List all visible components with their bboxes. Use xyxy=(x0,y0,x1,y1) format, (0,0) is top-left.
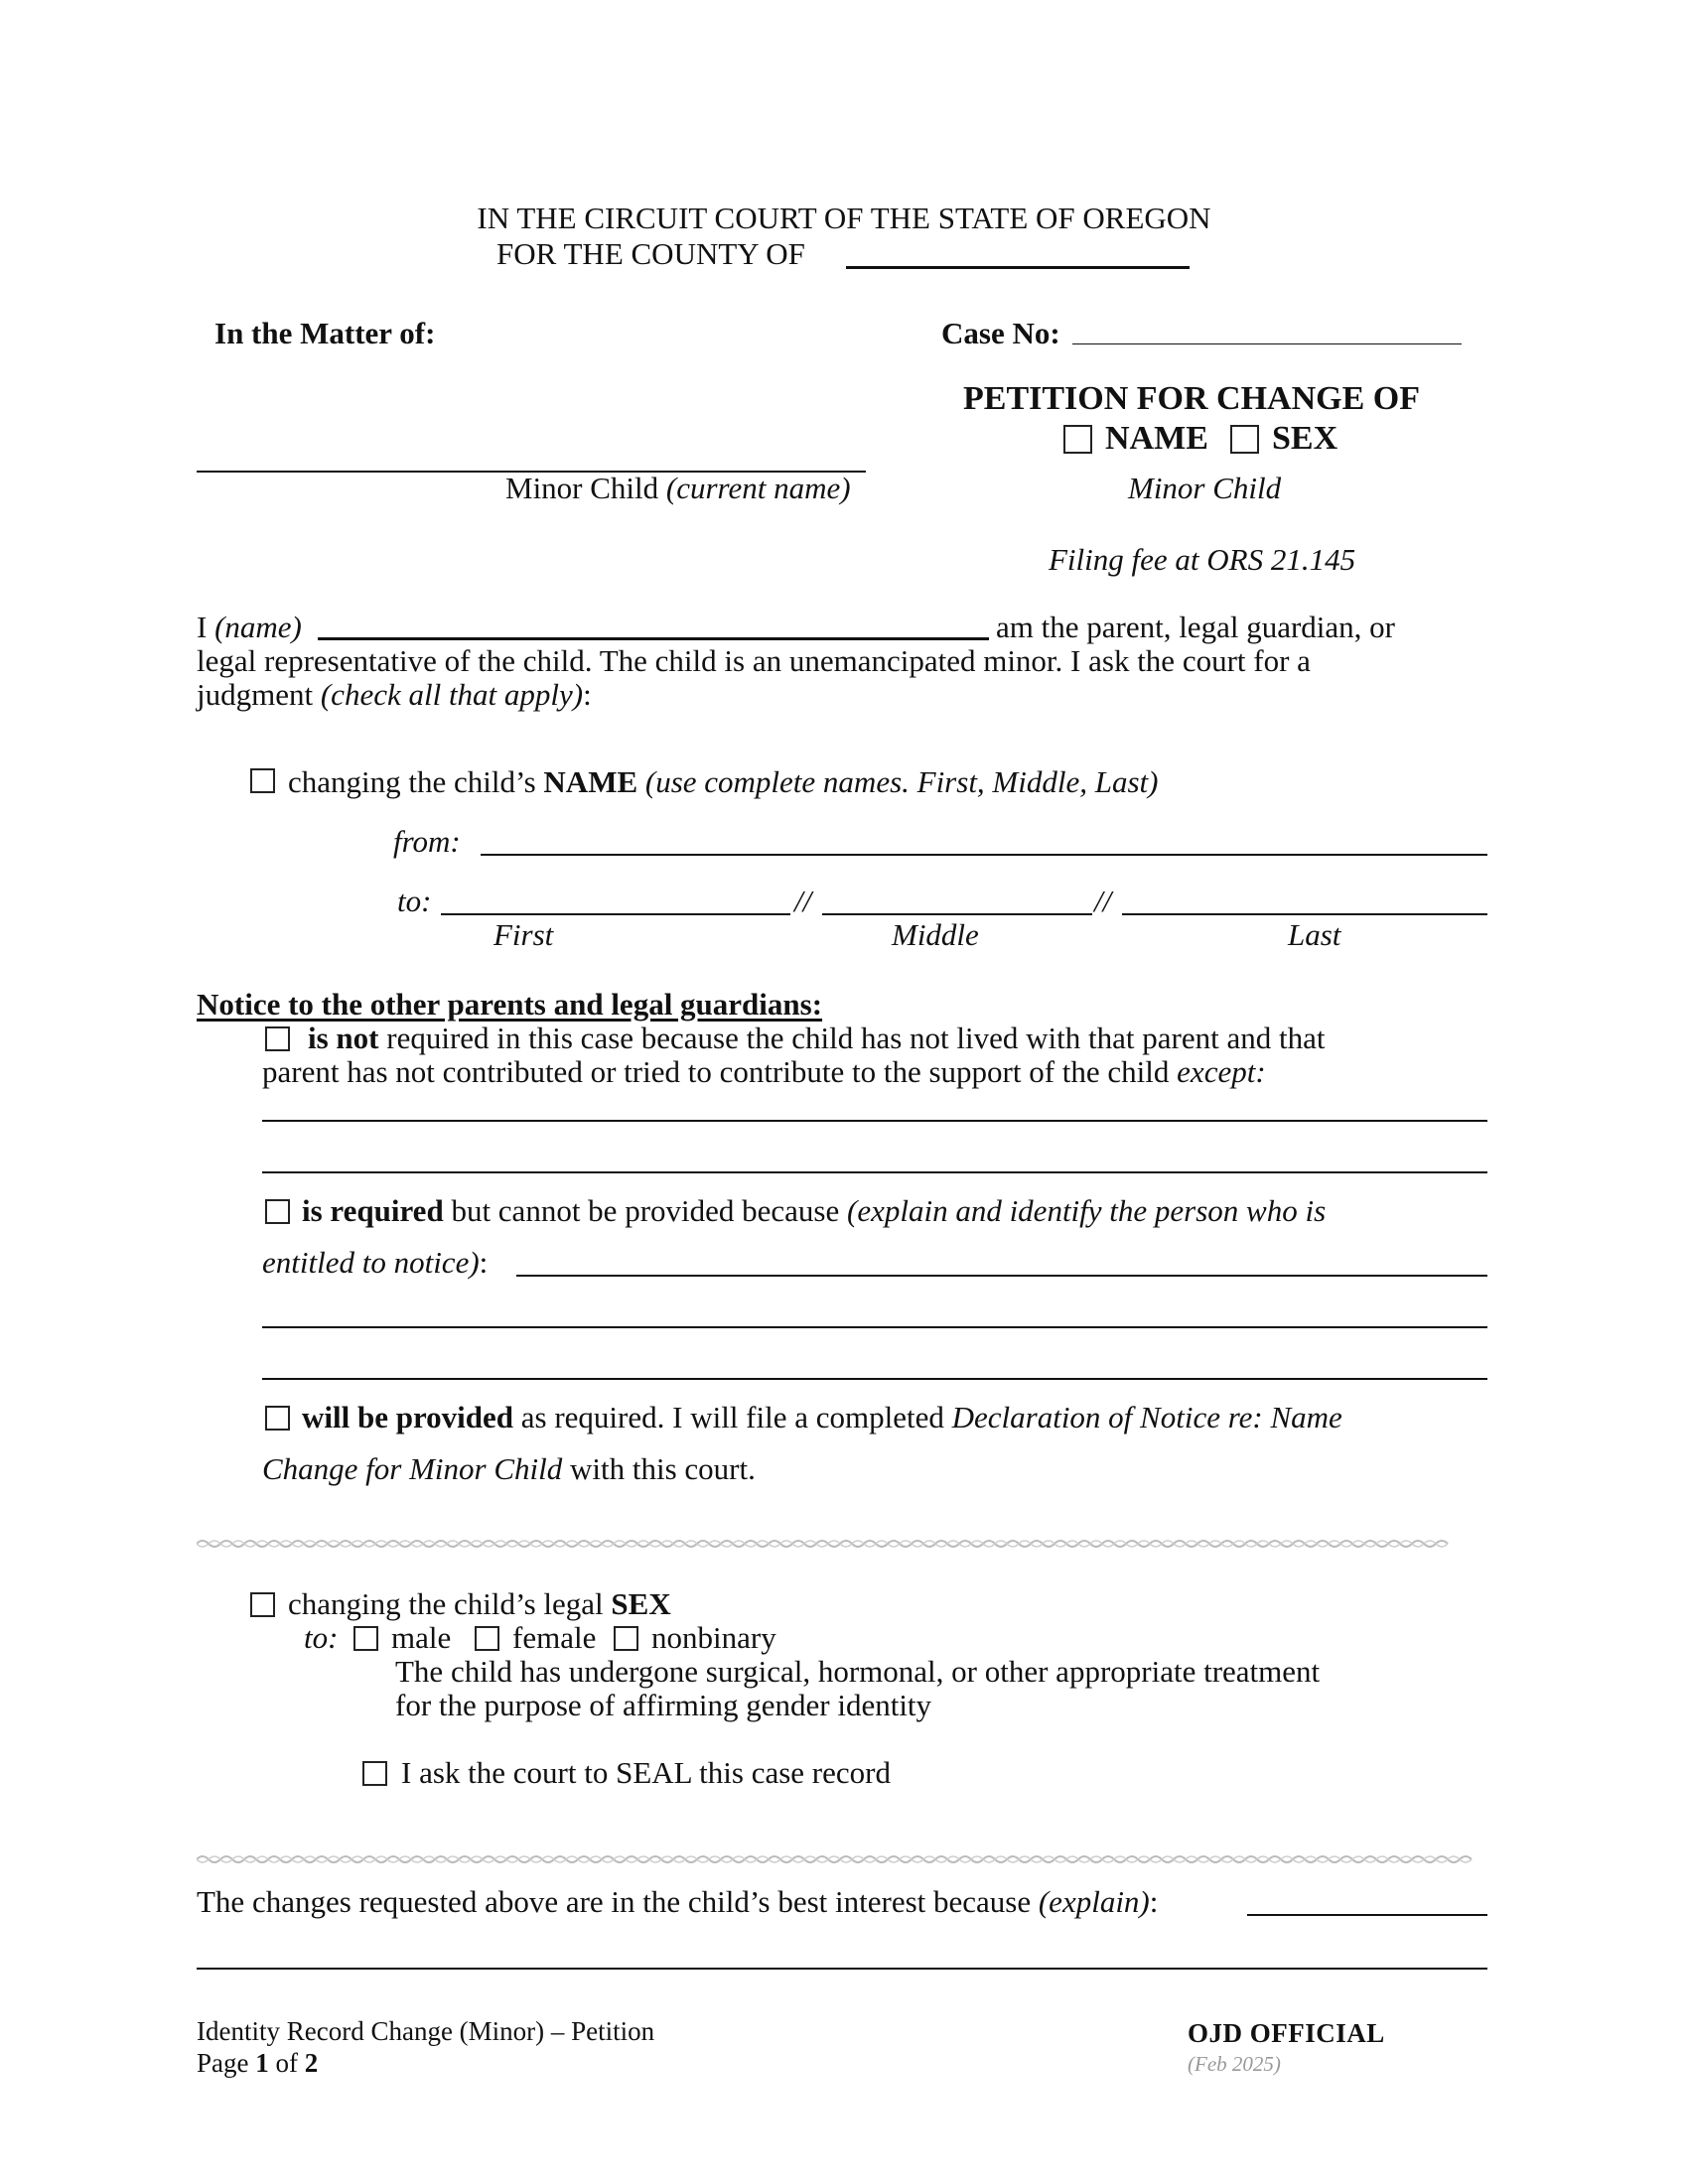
best-interest-text: The changes requested above are in the child’s best interest because (explain): xyxy=(197,1884,1159,1919)
sex-option-label: SEX xyxy=(1272,420,1338,457)
notice-explain-line-3[interactable] xyxy=(262,1378,1487,1380)
to-label: to: xyxy=(397,884,432,918)
ojd-official-label: OJD OFFICIAL xyxy=(1188,2018,1385,2048)
petitioner-name-line[interactable] xyxy=(318,637,989,640)
male-label: male xyxy=(391,1620,452,1655)
notice-opt1-line2: parent has not contributed or tried to contribute to the support of the child except: xyxy=(262,1054,1266,1089)
from-label: from: xyxy=(393,824,461,859)
case-no-label: Case No: xyxy=(941,316,1060,350)
separator-2: // xyxy=(1094,884,1112,918)
treatment-line1: The child has undergone surgical, hormonal, or other appropriate treatment xyxy=(395,1654,1321,1689)
nonbinary-checkbox[interactable] xyxy=(614,1626,638,1651)
notice-opt2-line2: entitled to notice): xyxy=(262,1245,489,1280)
nonbinary-label: nonbinary xyxy=(651,1620,776,1655)
best-interest-line-2[interactable] xyxy=(197,1968,1487,1970)
name-option-checkbox[interactable] xyxy=(1063,425,1092,454)
county-input-line[interactable] xyxy=(846,266,1190,269)
best-interest-line-1[interactable] xyxy=(1247,1914,1487,1916)
col-middle-label: Middle xyxy=(892,917,979,952)
notice-opt3-line1: will be provided as required. I will file a completed Declaration of Notice re: Name xyxy=(302,1400,1342,1434)
col-first-label: First xyxy=(493,917,554,952)
child-name-caption: Minor Child (current name) xyxy=(505,471,851,505)
county-label: FOR THE COUNTY OF xyxy=(496,236,805,271)
seal-record-checkbox[interactable] xyxy=(362,1761,387,1786)
notice-explain-line-2[interactable] xyxy=(262,1326,1487,1328)
female-checkbox[interactable] xyxy=(475,1626,499,1651)
except-line-2[interactable] xyxy=(262,1171,1487,1173)
name-option-label: NAME xyxy=(1105,420,1208,457)
female-label: female xyxy=(512,1620,597,1655)
notice-heading: Notice to the other parents and legal guardians: xyxy=(197,987,823,1022)
form-date: (Feb 2025) xyxy=(1188,2052,1281,2076)
petition-title: PETITION FOR CHANGE OF xyxy=(963,380,1420,417)
seal-record-label: I ask the court to SEAL this case record xyxy=(401,1755,891,1790)
sex-option-checkbox[interactable] xyxy=(1230,425,1259,454)
intro-line1-rest: am the parent, legal guardian, or xyxy=(996,610,1395,644)
filing-fee-note: Filing fee at ORS 21.145 xyxy=(1049,542,1356,577)
footer-form-title: Identity Record Change (Minor) – Petition xyxy=(197,2016,655,2046)
sex-change-checkbox[interactable] xyxy=(250,1592,275,1617)
court-title-line1: IN THE CIRCUIT COURT OF THE STATE OF OREGON xyxy=(477,201,1211,235)
sex-change-label: changing the child’s legal SEX xyxy=(288,1586,671,1621)
name-change-checkbox[interactable] xyxy=(250,768,275,793)
notice-opt2-line1: is required but cannot be provided because (explain and identify the person who is xyxy=(302,1193,1327,1228)
from-name-line[interactable] xyxy=(481,854,1487,856)
notice-required-checkbox[interactable] xyxy=(265,1199,290,1224)
intro-line2: legal representative of the child. The child is an unemancipated minor. I ask the court for a xyxy=(197,643,1311,678)
treatment-line2: for the purpose of affirming gender identity xyxy=(395,1688,932,1722)
case-no-input-line[interactable] xyxy=(1072,343,1462,344)
to-last-name-line[interactable] xyxy=(1122,913,1487,915)
sex-to-label: to: xyxy=(304,1620,339,1655)
footer-page-number: Page 1 of 2 xyxy=(197,2048,319,2078)
name-change-label: changing the child’s NAME (use complete names. First, Middle, Last) xyxy=(288,764,1159,799)
notice-not-required-checkbox[interactable] xyxy=(265,1026,290,1051)
male-checkbox[interactable] xyxy=(353,1626,378,1651)
notice-opt3-line2: Change for Minor Child with this court. xyxy=(262,1451,756,1486)
notice-opt1-line1: is not required in this case because the child has not lived with that parent and that xyxy=(308,1021,1326,1055)
petition-subtitle: Minor Child xyxy=(1128,471,1282,505)
intro-i-label: I (name) xyxy=(197,610,302,644)
except-line-1[interactable] xyxy=(262,1120,1487,1122)
to-middle-name-line[interactable] xyxy=(822,913,1092,915)
to-first-name-line[interactable] xyxy=(441,913,790,915)
section-divider xyxy=(197,1537,1487,1551)
matter-label: In the Matter of: xyxy=(214,316,436,350)
section-divider xyxy=(197,1852,1487,1866)
separator-1: // xyxy=(794,884,812,918)
notice-explain-line-1[interactable] xyxy=(516,1275,1487,1277)
col-last-label: Last xyxy=(1288,917,1341,952)
notice-will-be-provided-checkbox[interactable] xyxy=(265,1406,290,1431)
intro-line3: judgment (check all that apply): xyxy=(197,677,592,712)
